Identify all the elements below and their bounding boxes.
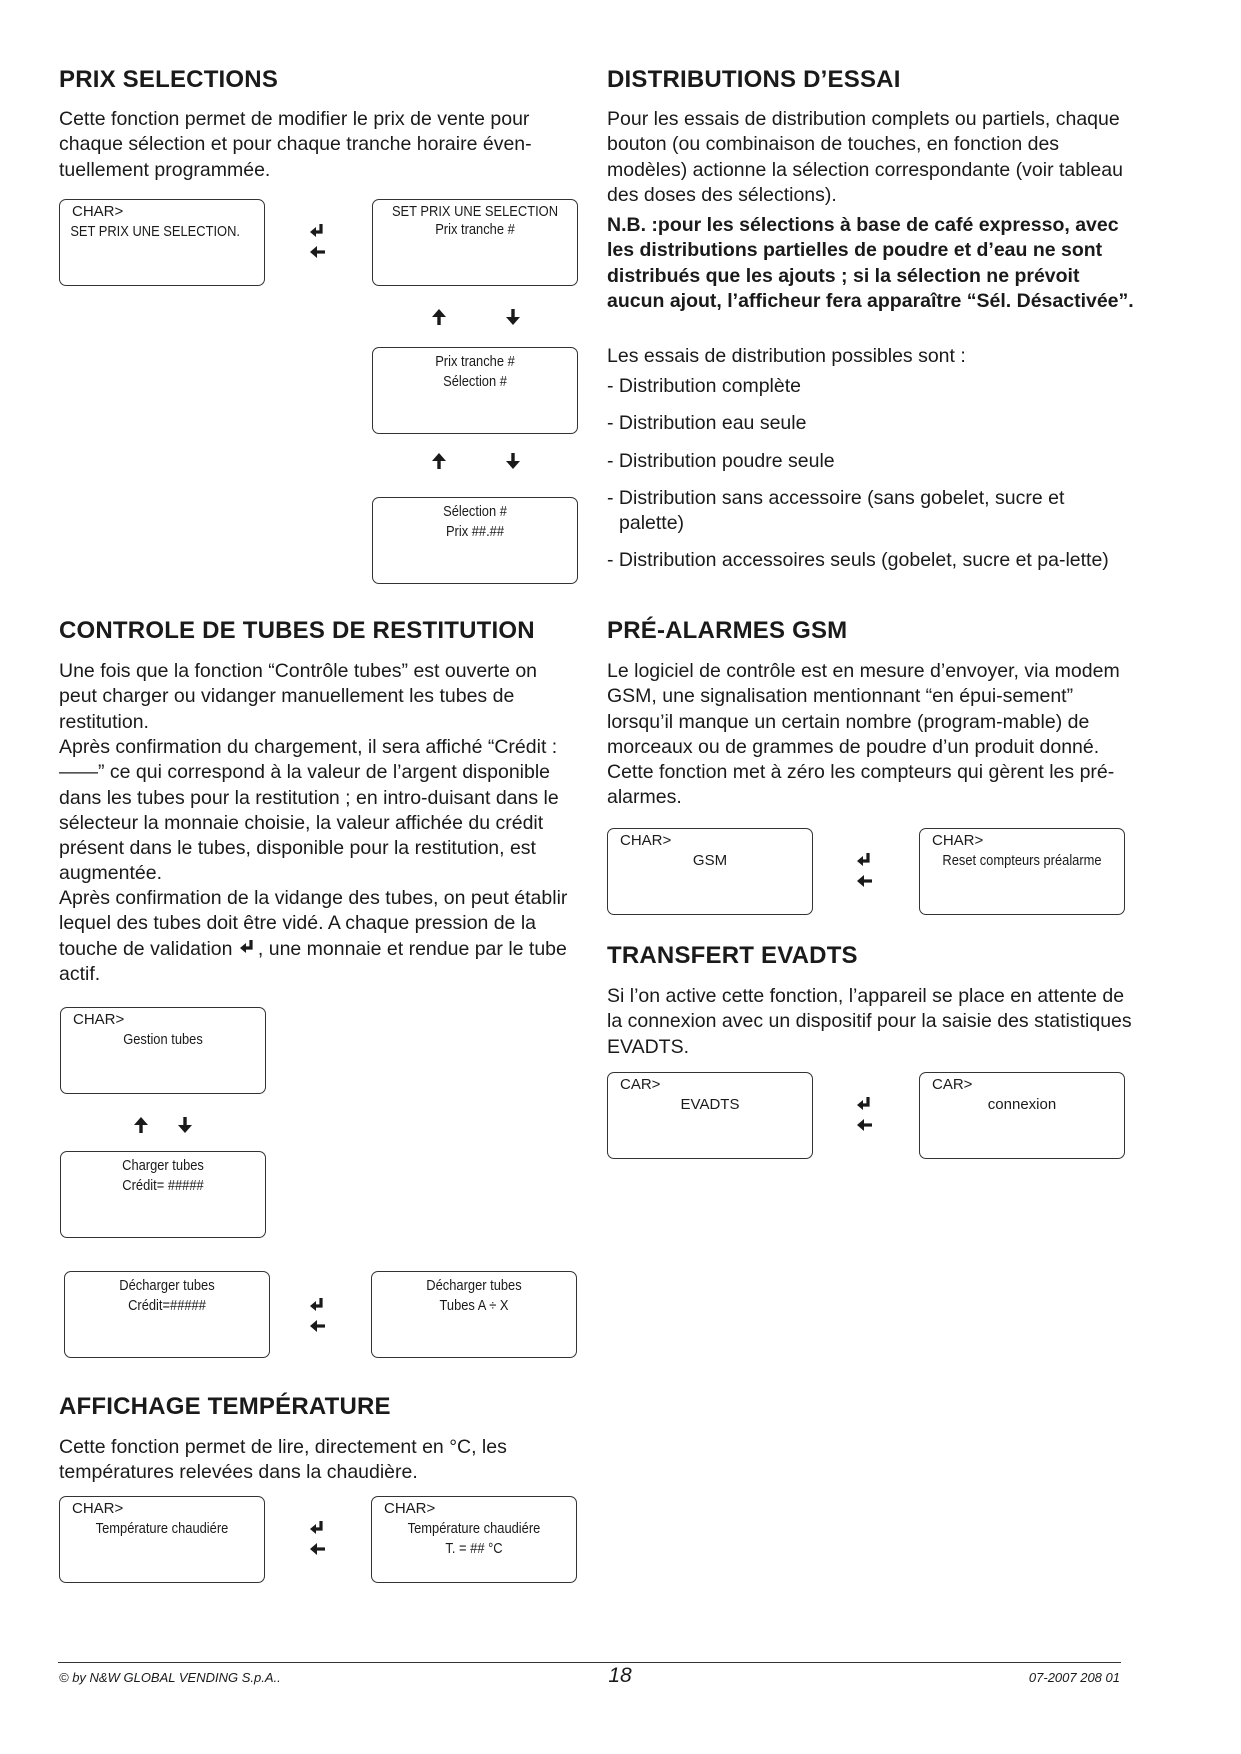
display-line: Décharger tubes bbox=[426, 1277, 522, 1294]
section-title-evadts: TRANSFERT EVADTS bbox=[607, 942, 858, 969]
display-line: Tubes A ÷ X bbox=[439, 1297, 509, 1314]
display-line: SET PRIX UNE SELECTION bbox=[391, 203, 559, 220]
temperature-description: Cette fonction permet de lire, directement en °C, les températures relevées dans la chaudière. bbox=[59, 1436, 507, 1484]
display-line: Température chaudiére bbox=[407, 1520, 541, 1537]
display-box bbox=[607, 828, 813, 915]
display-line: CHAR> bbox=[932, 832, 984, 849]
display-line: Crédit= ##### bbox=[122, 1177, 204, 1194]
section-title-gsm: PRÉ-ALARMES GSM bbox=[607, 617, 848, 644]
display-line: Sélection # bbox=[443, 503, 507, 520]
essai-list bbox=[607, 374, 1127, 586]
display-line: Crédit=##### bbox=[128, 1297, 206, 1314]
footer-copyright: © by N&W GLOBAL VENDING S.p.A.. bbox=[59, 1670, 281, 1685]
up-key-icon bbox=[429, 307, 449, 327]
display-line: CHAR> bbox=[72, 1500, 124, 1517]
display-line: CHAR> bbox=[620, 832, 672, 849]
back-key-icon bbox=[308, 242, 328, 262]
list-item: - Distribution sans accessoire (sans gobelet, sucre et palette) bbox=[607, 486, 1065, 535]
display-line: Prix tranche # bbox=[435, 353, 515, 370]
display-line: CAR> bbox=[620, 1076, 661, 1093]
display-line: CHAR> bbox=[73, 1011, 125, 1028]
enter-key-icon bbox=[855, 1095, 875, 1115]
display-line: EVADTS bbox=[680, 1096, 740, 1113]
display-box bbox=[607, 1072, 813, 1159]
display-line: Prix ##.## bbox=[445, 523, 505, 540]
display-box bbox=[59, 199, 265, 286]
section-title-prix: PRIX SELECTIONS bbox=[59, 66, 279, 93]
up-key-icon bbox=[429, 451, 449, 471]
controle-p3-part1: Après confirmation de la vidange des tubes, on peut établir lequel des tubes doit être vidé. A chaque pression de la touche de validation bbox=[59, 887, 568, 960]
display-box bbox=[919, 1072, 1125, 1159]
display-line: SET PRIX UNE SELECTION. bbox=[70, 223, 240, 240]
display-line: Charger tubes bbox=[122, 1157, 204, 1174]
display-box bbox=[64, 1271, 270, 1358]
prix-description: Cette fonction permet de modifier le prix de vente pour chaque sélection et pour chaque tranche horaire éven-tuellement programmée. bbox=[59, 108, 532, 181]
back-key-icon bbox=[308, 1539, 328, 1559]
up-key-icon bbox=[131, 1115, 151, 1135]
section-title-controle: CONTROLE DE TUBES DE RESTITUTION bbox=[59, 617, 535, 644]
footer-divider bbox=[58, 1662, 1121, 1663]
display-line: Gestion tubes bbox=[123, 1031, 203, 1048]
display-box bbox=[919, 828, 1125, 915]
display-line: T. = ## °C bbox=[445, 1540, 503, 1557]
back-key-icon bbox=[855, 871, 875, 891]
enter-key-icon bbox=[855, 851, 875, 871]
display-box bbox=[60, 1007, 266, 1094]
controle-p3-part2: , une monnaie et rendue par le tube actif. bbox=[59, 937, 567, 985]
controle-p2: Après confirmation du chargement, il sera affiché “Crédit : ——” ce qui correspond à la valeur de l’argent disponible dans les tubes pour la restitution ; en intro-duisant dans le sélecteur la monnaie choisie, la valeur affichée du crédit présent dans le tubes, disponible pour la restitution, est augmentée. bbox=[59, 736, 559, 885]
display-line: Reset compteurs préalarme bbox=[942, 852, 1102, 869]
display-box bbox=[372, 497, 578, 584]
display-box bbox=[372, 199, 578, 286]
display-box bbox=[371, 1271, 577, 1358]
down-key-icon bbox=[503, 451, 523, 471]
essai-description: Pour les essais de distribution complets ou partiels, chaque bouton (ou combinaison de touches, en fonction des modèles) actionne la sélection correspondante (voir tableau des doses des sélections). bbox=[607, 108, 1123, 206]
display-line: CHAR> bbox=[72, 203, 124, 220]
essai-note: N.B. :pour les sélections à base de café expresso, avec les distributions partielles de poudre et d’eau ne sont distribués que les ajouts ; si la sélection ne prévoit aucun ajout, l’afficheur fera apparaître “Sél. Désactivée”. bbox=[607, 214, 1134, 312]
essai-intro: Les essais de distribution possibles sont : bbox=[607, 345, 966, 367]
display-line: Sélection # bbox=[443, 373, 507, 390]
back-key-icon bbox=[855, 1115, 875, 1135]
enter-key-icon bbox=[238, 938, 258, 958]
display-line: Prix tranche # bbox=[435, 221, 515, 238]
list-item: - Distribution accessoires seuls (gobelet, sucre et pa-lette) bbox=[607, 549, 1109, 572]
display-line: Décharger tubes bbox=[119, 1277, 215, 1294]
display-box bbox=[59, 1496, 265, 1583]
controle-p3 bbox=[59, 886, 584, 987]
gsm-description: Le logiciel de contrôle est en mesure d’envoyer, via modem GSM, une signalisation mentionnant “en épui-sement” lorsqu’il manque un certain nombre (program-mable) de morceaux ou de grammes de poudre d’un produit donné. Cette fonction met à zéro les compteurs qui gèrent les pré-alarmes. bbox=[607, 660, 1120, 809]
list-item: - Distribution complète bbox=[607, 375, 801, 397]
display-box bbox=[371, 1496, 577, 1583]
display-line: CHAR> bbox=[384, 1500, 436, 1517]
enter-key-icon bbox=[308, 222, 328, 242]
section-title-essai: DISTRIBUTIONS D’ESSAI bbox=[607, 66, 901, 93]
down-key-icon bbox=[503, 307, 523, 327]
controle-p1: Une fois que la fonction “Contrôle tubes” est ouverte on peut charger ou vidanger manuellement les tubes de restitution. bbox=[59, 660, 538, 733]
display-box bbox=[372, 347, 578, 434]
display-line: connexion bbox=[987, 1096, 1057, 1113]
display-line: Température chaudiére bbox=[95, 1520, 229, 1537]
section-title-temperature: AFFICHAGE TEMPÉRATURE bbox=[59, 1393, 391, 1420]
display-box bbox=[60, 1151, 266, 1238]
display-line: GSM bbox=[692, 852, 728, 869]
back-key-icon bbox=[308, 1316, 328, 1336]
display-line: CAR> bbox=[932, 1076, 973, 1093]
enter-key-icon bbox=[308, 1519, 328, 1539]
page-number: 18 bbox=[608, 1664, 632, 1687]
down-key-icon bbox=[175, 1115, 195, 1135]
list-item: - Distribution eau seule bbox=[607, 412, 807, 435]
enter-key-icon bbox=[308, 1296, 328, 1316]
evadts-description: Si l’on active cette fonction, l’appareil se place en attente de la connexion avec un dispositif pour la saisie des statistiques EVADTS. bbox=[607, 985, 1132, 1058]
list-item: - Distribution poudre seule bbox=[607, 449, 835, 472]
footer-doc-code: 07-2007 208 01 bbox=[1028, 1670, 1120, 1685]
